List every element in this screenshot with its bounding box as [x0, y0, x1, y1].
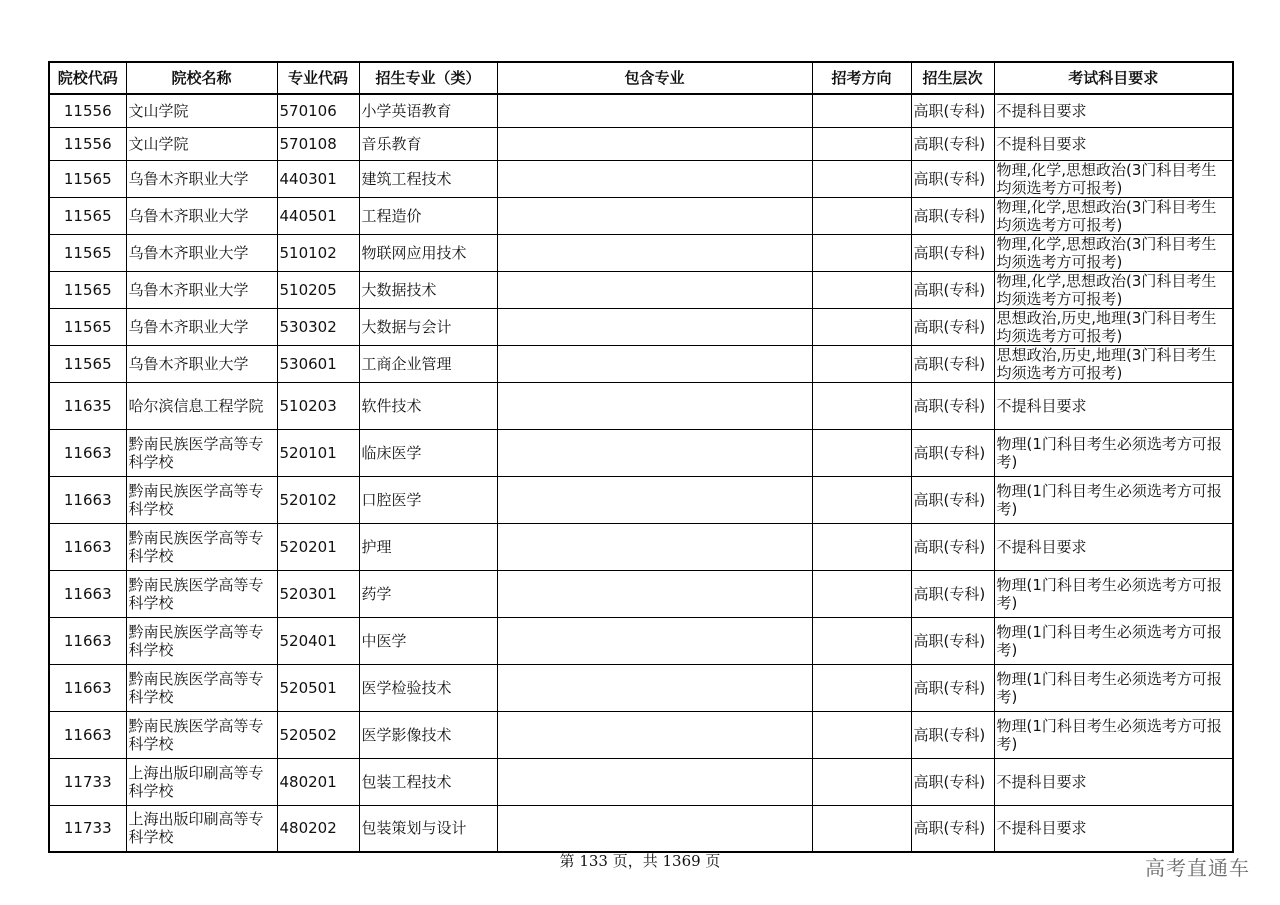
- major-code-cell: 520101: [277, 429, 359, 476]
- header-requirement: 考试科目要求: [994, 62, 1233, 94]
- school-code-cell: 11733: [49, 805, 126, 852]
- direction-cell: [812, 617, 911, 664]
- requirement-cell: 不提科目要求: [994, 94, 1233, 127]
- header-direction: 招考方向: [812, 62, 911, 94]
- major-cell: 中医学: [359, 617, 497, 664]
- level-cell: 高职(专科): [911, 345, 994, 382]
- major-cell: 临床医学: [359, 429, 497, 476]
- school-name-cell: 乌鲁木齐职业大学: [126, 197, 277, 234]
- direction-cell: [812, 197, 911, 234]
- major-code-cell: 530302: [277, 308, 359, 345]
- major-code-cell: 570108: [277, 127, 359, 160]
- table-row: [49, 382, 1233, 429]
- table-row: [49, 617, 1233, 664]
- school-code-cell: 11663: [49, 617, 126, 664]
- table-row: [49, 234, 1233, 271]
- major-cell: 工商企业管理: [359, 345, 497, 382]
- school-name-cell: 文山学院: [126, 127, 277, 160]
- school-name-cell: 乌鲁木齐职业大学: [126, 271, 277, 308]
- table-row: [49, 345, 1233, 382]
- level-cell: 高职(专科): [911, 429, 994, 476]
- table-row: [49, 127, 1233, 160]
- school-code-cell: 11556: [49, 94, 126, 127]
- included-majors-cell: [497, 570, 812, 617]
- requirement-cell: 思想政治,历史,地理(3门科目考生均须选考方可报考): [994, 345, 1233, 382]
- header-level: 招生层次: [911, 62, 994, 94]
- school-name-cell: 上海出版印刷高等专科学校: [126, 758, 277, 805]
- school-code-cell: 11565: [49, 308, 126, 345]
- school-code-cell: 11733: [49, 758, 126, 805]
- level-cell: 高职(专科): [911, 617, 994, 664]
- major-code-cell: 510203: [277, 382, 359, 429]
- direction-cell: [812, 476, 911, 523]
- included-majors-cell: [497, 345, 812, 382]
- direction-cell: [812, 805, 911, 852]
- watermark: 高考直通车: [1145, 856, 1250, 880]
- table-row: [49, 271, 1233, 308]
- school-name-cell: 黔南民族医学高等专科学校: [126, 664, 277, 711]
- table-row: [49, 476, 1233, 523]
- major-code-cell: 520501: [277, 664, 359, 711]
- requirement-cell: 物理(1门科目考生必须选考方可报考): [994, 617, 1233, 664]
- school-name-cell: 乌鲁木齐职业大学: [126, 234, 277, 271]
- level-cell: 高职(专科): [911, 271, 994, 308]
- major-cell: 工程造价: [359, 197, 497, 234]
- major-cell: 医学检验技术: [359, 664, 497, 711]
- level-cell: 高职(专科): [911, 758, 994, 805]
- major-code-cell: 520301: [277, 570, 359, 617]
- requirement-cell: 物理,化学,思想政治(3门科目考生均须选考方可报考): [994, 160, 1233, 197]
- direction-cell: [812, 382, 911, 429]
- level-cell: 高职(专科): [911, 711, 994, 758]
- direction-cell: [812, 345, 911, 382]
- direction-cell: [812, 127, 911, 160]
- included-majors-cell: [497, 271, 812, 308]
- requirement-cell: 物理(1门科目考生必须选考方可报考): [994, 664, 1233, 711]
- level-cell: 高职(专科): [911, 234, 994, 271]
- table-row: [49, 711, 1233, 758]
- school-name-cell: 哈尔滨信息工程学院: [126, 382, 277, 429]
- direction-cell: [812, 758, 911, 805]
- school-code-cell: 11663: [49, 523, 126, 570]
- included-majors-cell: [497, 664, 812, 711]
- major-cell: 药学: [359, 570, 497, 617]
- school-name-cell: 黔南民族医学高等专科学校: [126, 523, 277, 570]
- requirement-cell: 物理(1门科目考生必须选考方可报考): [994, 429, 1233, 476]
- level-cell: 高职(专科): [911, 664, 994, 711]
- requirement-cell: 物理(1门科目考生必须选考方可报考): [994, 711, 1233, 758]
- major-cell: 小学英语教育: [359, 94, 497, 127]
- included-majors-cell: [497, 617, 812, 664]
- admissions-table: [48, 61, 1234, 853]
- school-code-cell: 11556: [49, 127, 126, 160]
- school-code-cell: 11565: [49, 160, 126, 197]
- major-cell: 音乐教育: [359, 127, 497, 160]
- included-majors-cell: [497, 127, 812, 160]
- included-majors-cell: [497, 197, 812, 234]
- school-name-cell: 乌鲁木齐职业大学: [126, 160, 277, 197]
- school-name-cell: 黔南民族医学高等专科学校: [126, 617, 277, 664]
- table-row: [49, 94, 1233, 127]
- school-code-cell: 11663: [49, 570, 126, 617]
- header-school-name: 院校名称: [126, 62, 277, 94]
- school-code-cell: 11635: [49, 382, 126, 429]
- major-cell: 医学影像技术: [359, 711, 497, 758]
- major-code-cell: 520201: [277, 523, 359, 570]
- table-row: [49, 805, 1233, 852]
- table-row: [49, 160, 1233, 197]
- major-code-cell: 480202: [277, 805, 359, 852]
- direction-cell: [812, 94, 911, 127]
- school-name-cell: 黔南民族医学高等专科学校: [126, 429, 277, 476]
- direction-cell: [812, 308, 911, 345]
- direction-cell: [812, 570, 911, 617]
- requirement-cell: 物理(1门科目考生必须选考方可报考): [994, 476, 1233, 523]
- direction-cell: [812, 664, 911, 711]
- table-row: [49, 429, 1233, 476]
- major-code-cell: 510205: [277, 271, 359, 308]
- included-majors-cell: [497, 711, 812, 758]
- major-cell: 大数据技术: [359, 271, 497, 308]
- requirement-cell: 不提科目要求: [994, 127, 1233, 160]
- included-majors-cell: [497, 234, 812, 271]
- major-code-cell: 520502: [277, 711, 359, 758]
- school-code-cell: 11663: [49, 476, 126, 523]
- header-row: [49, 62, 1233, 94]
- school-code-cell: 11565: [49, 345, 126, 382]
- level-cell: 高职(专科): [911, 94, 994, 127]
- school-name-cell: 上海出版印刷高等专科学校: [126, 805, 277, 852]
- direction-cell: [812, 271, 911, 308]
- requirement-cell: 不提科目要求: [994, 758, 1233, 805]
- page-footer: 第 133 页，共 1369 页: [559, 852, 721, 870]
- requirement-cell: 思想政治,历史,地理(3门科目考生均须选考方可报考): [994, 308, 1233, 345]
- major-cell: 物联网应用技术: [359, 234, 497, 271]
- major-cell: 包装策划与设计: [359, 805, 497, 852]
- requirement-cell: 物理,化学,思想政治(3门科目考生均须选考方可报考): [994, 234, 1233, 271]
- table-row: [49, 197, 1233, 234]
- included-majors-cell: [497, 429, 812, 476]
- major-code-cell: 570106: [277, 94, 359, 127]
- major-code-cell: 520401: [277, 617, 359, 664]
- level-cell: 高职(专科): [911, 127, 994, 160]
- direction-cell: [812, 523, 911, 570]
- table-row: [49, 523, 1233, 570]
- level-cell: 高职(专科): [911, 476, 994, 523]
- level-cell: 高职(专科): [911, 308, 994, 345]
- school-name-cell: 乌鲁木齐职业大学: [126, 308, 277, 345]
- level-cell: 高职(专科): [911, 570, 994, 617]
- school-code-cell: 11565: [49, 271, 126, 308]
- major-cell: 口腔医学: [359, 476, 497, 523]
- school-name-cell: 黔南民族医学高等专科学校: [126, 476, 277, 523]
- included-majors-cell: [497, 308, 812, 345]
- level-cell: 高职(专科): [911, 382, 994, 429]
- major-code-cell: 440501: [277, 197, 359, 234]
- school-code-cell: 11663: [49, 664, 126, 711]
- direction-cell: [812, 711, 911, 758]
- major-cell: 建筑工程技术: [359, 160, 497, 197]
- major-code-cell: 520102: [277, 476, 359, 523]
- school-name-cell: 乌鲁木齐职业大学: [126, 345, 277, 382]
- included-majors-cell: [497, 94, 812, 127]
- included-majors-cell: [497, 160, 812, 197]
- school-code-cell: 11663: [49, 711, 126, 758]
- school-name-cell: 黔南民族医学高等专科学校: [126, 711, 277, 758]
- requirement-cell: 物理(1门科目考生必须选考方可报考): [994, 570, 1233, 617]
- requirement-cell: 物理,化学,思想政治(3门科目考生均须选考方可报考): [994, 197, 1233, 234]
- major-code-cell: 480201: [277, 758, 359, 805]
- major-code-cell: 530601: [277, 345, 359, 382]
- direction-cell: [812, 160, 911, 197]
- major-cell: 包装工程技术: [359, 758, 497, 805]
- table-row: [49, 664, 1233, 711]
- school-name-cell: 文山学院: [126, 94, 277, 127]
- direction-cell: [812, 234, 911, 271]
- requirement-cell: 不提科目要求: [994, 523, 1233, 570]
- level-cell: 高职(专科): [911, 805, 994, 852]
- major-cell: 护理: [359, 523, 497, 570]
- school-code-cell: 11663: [49, 429, 126, 476]
- level-cell: 高职(专科): [911, 197, 994, 234]
- table-row: [49, 308, 1233, 345]
- requirement-cell: 不提科目要求: [994, 382, 1233, 429]
- major-code-cell: 510102: [277, 234, 359, 271]
- included-majors-cell: [497, 805, 812, 852]
- header-major-code: 专业代码: [277, 62, 359, 94]
- major-cell: 软件技术: [359, 382, 497, 429]
- requirement-cell: 物理,化学,思想政治(3门科目考生均须选考方可报考): [994, 271, 1233, 308]
- included-majors-cell: [497, 476, 812, 523]
- major-cell: 大数据与会计: [359, 308, 497, 345]
- requirement-cell: 不提科目要求: [994, 805, 1233, 852]
- school-code-cell: 11565: [49, 234, 126, 271]
- level-cell: 高职(专科): [911, 160, 994, 197]
- major-code-cell: 440301: [277, 160, 359, 197]
- header-included-majors: 包含专业: [497, 62, 812, 94]
- included-majors-cell: [497, 523, 812, 570]
- included-majors-cell: [497, 758, 812, 805]
- school-name-cell: 黔南民族医学高等专科学校: [126, 570, 277, 617]
- direction-cell: [812, 429, 911, 476]
- header-major: 招生专业（类）: [359, 62, 497, 94]
- header-school-code: 院校代码: [49, 62, 126, 94]
- table-row: [49, 570, 1233, 617]
- table-row: [49, 758, 1233, 805]
- level-cell: 高职(专科): [911, 523, 994, 570]
- included-majors-cell: [497, 382, 812, 429]
- school-code-cell: 11565: [49, 197, 126, 234]
